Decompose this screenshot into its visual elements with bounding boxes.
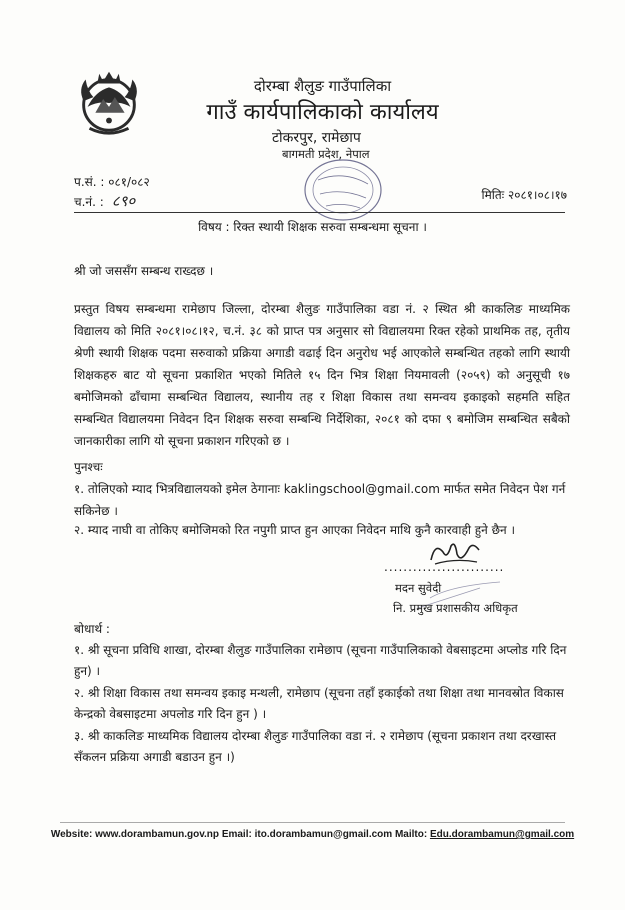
letter-date: मितिः २०८१।०८।१७ bbox=[481, 188, 567, 202]
cn-value: ८९० bbox=[111, 192, 136, 210]
header-divider bbox=[74, 212, 565, 213]
footer-contacts bbox=[0, 829, 625, 840]
cn-label: च.नं. : bbox=[74, 195, 104, 209]
email-link[interactable]: ito.dorambamun@gmail.com bbox=[254, 829, 393, 840]
footer-divider bbox=[60, 822, 565, 823]
website-label: Website: bbox=[50, 829, 93, 840]
office-name: गाउँ कार्यपालिकाको कार्यालय bbox=[206, 100, 439, 125]
postscript-item: २. म्याद नाघी वा तोकिए बमोजिमको रित नपुगी प्राप्त हुन आएका निवेदन माथि कुनै कारवाही हुने छैन । bbox=[74, 523, 516, 537]
signer-name: मदन सुवेदी bbox=[395, 581, 442, 595]
cc-item: १. श्री सूचना प्रविधि शाखा, दोरम्बा शैलुङ गाउँपालिका रामेछाप (सूचना गाउँपालिकाको वेबसाइटमा अप्लोड गरि दिन हुन) । bbox=[74, 643, 567, 678]
body-paragraph: प्रस्तुत विषय सम्बन्धमा रामेछाप जिल्ला, दोरम्बा शैलुङ गाउँपालिका वडा नं. २ स्थित श्री काकलिङ माध्यमिक विद्यालय को मिति २०८१।०८।१२, च.नं. ३८ को प्राप्त पत्र अनुसार सो विद्यालयमा रिक्त रहेको प्राथमिक तह, तृतीय श्रेणी स्थायी शिक्षक पदमा सरुवाको प्रक्रिया अगाडी वढाई दिन अनुरोध भई आएकोले सम्बन्धित तहको लागि स्थायी शिक्षकहरु बाट यो सूचना प्रकाशित भएको मितिले १५ दिन भित्र शिक्षा नियमावली (२०५९) को अनुसूची १७ बमोजिमको ढाँचामा सम्बन्धित विद्यालय, स्थानीय तह र शिक्षा विकास तथा समन्वय इकाइको सहमति सहित सम्बन्धित विद्यालयमा निवेदन दिन शिक्षक सरुवा सम्बन्धि निर्देशिका, २०८१ को दफा ९ बमोजिम सम्बन्धित सबैको जानकारीका लागि यो सूचना प्रकाशन गरिएको छ । bbox=[74, 302, 570, 448]
website-link[interactable]: www.dorambamun.gov.np bbox=[95, 829, 220, 840]
cc-item: ३. श्री काकलिङ माध्यमिक विद्यालय दोरम्बा शैलुङ गाउँपालिका वडा नं. २ रामेछाप (सूचना प्रकाशन तथा दरखास्त सँकलन प्रक्रिया अगाडी बडाउन हुन ।) bbox=[74, 729, 557, 764]
cc-item: २. श्री शिक्षा विकास तथा समन्वय इकाइ मन्थली, रामेछाप (सूचना तहाँ इकाईको तथा शिक्षा तथा मानवस्रोत विकास केन्द्रको वेबसाइटमा अपलोड गरि दिन हुन ) । bbox=[74, 686, 564, 721]
cc-heading: बोधार्थ : bbox=[74, 622, 110, 636]
mailto-label: Mailto: bbox=[394, 829, 428, 840]
salutation: श्री जो जससँग सम्बन्ध राख्दछ । bbox=[74, 264, 214, 278]
postscript-item: १. तोलिएको म्याद भित्रविद्यालयको इमेल ठेगानाः kaklingschool@gmail.com मार्फत समेत निवेदन पेश गर्न सकिनेछ । bbox=[74, 482, 566, 518]
municipality-name: दोरम्बा शैलुङ गाउँपालिका bbox=[253, 77, 392, 95]
signer-title: नि. प्रमुख प्रशासकीय अधिकृत bbox=[393, 601, 518, 615]
subject-line: विषय : रिक्त स्थायी शिक्षक सरुवा सम्बन्धमा सूचना । bbox=[198, 220, 427, 234]
signature-line: ......................... bbox=[384, 560, 505, 574]
ps-number: प.सं. : ०८१/०८२ bbox=[74, 175, 150, 189]
office-address: टोकरपुर, रामेछाप bbox=[272, 130, 361, 146]
cn-number bbox=[74, 191, 135, 211]
postscript-heading: पुनश्चः bbox=[74, 460, 103, 474]
mailto-link[interactable]: Edu.dorambamun@gmail.com bbox=[429, 829, 575, 840]
email-label: Email: bbox=[221, 829, 252, 840]
office-province: बागमती प्रदेश, नेपाल bbox=[282, 147, 370, 161]
